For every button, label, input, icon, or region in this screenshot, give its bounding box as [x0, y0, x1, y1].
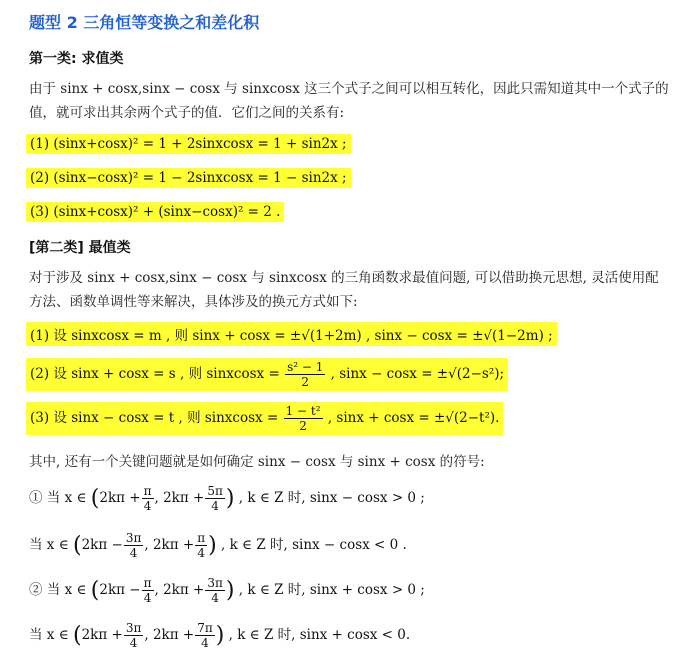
condition-lead: ① 当 x ∈ — [29, 490, 87, 506]
right-paren: ) — [225, 486, 235, 511]
fraction-denominator: 4 — [197, 546, 205, 560]
formula-1-2: (2) (sinx−cosx)² = 1 − 2sinxcosx = 1 − sin2x ; — [26, 168, 351, 188]
formula-2-3-lead: (3) 设 sinx − cosx = t , 则 sinxcosx = — [30, 410, 279, 426]
interval-start: 2kπ + — [81, 627, 123, 643]
category-2-intro: 对于涉及 sinx + cosx,sinx − cosx 与 sinxcosx 的三角函数求最值问题, 可以借助换元思想, 灵活使用配方法、函数单调性等来解决，具体涉及的换元方式如下: — [29, 270, 659, 310]
interval-start: 2kπ − — [81, 537, 123, 553]
fraction-denominator: 4 — [211, 591, 219, 605]
formula-2-1: (1) 设 sinxcosx = m , 则 sinx + cosx = ±√(1+2m) , sinx − cosx = ±√(1−2m) ; — [26, 322, 557, 346]
left-paren: ( — [73, 623, 82, 648]
fraction — [124, 531, 144, 560]
formula-2-2 — [26, 358, 508, 391]
category-2-heading: [第二类] 最值类 — [29, 240, 131, 256]
fraction-numerator: 5π — [207, 484, 223, 498]
fraction-numerator: π — [197, 531, 206, 545]
fraction-denominator: 2 — [301, 375, 310, 389]
fraction-numerator: π — [143, 576, 152, 590]
condition-4 — [29, 621, 410, 650]
condition-lead: 当 x ∈ — [29, 627, 69, 643]
right-paren: ) — [225, 578, 235, 603]
fraction — [195, 531, 207, 560]
fraction-numerator: 1 − t² — [285, 404, 321, 418]
formula-2-3 — [26, 402, 503, 435]
formula-2-3-tail: , sinx + cosx = ±√(2−t²). — [327, 410, 500, 426]
condition-result: , k ∈ Z 时, sinx + cosx < 0. — [228, 627, 411, 643]
condition-lead: ② 当 x ∈ — [29, 582, 87, 598]
fraction-numerator: 3π — [207, 576, 223, 590]
interval-start: 2kπ + — [99, 490, 141, 506]
fraction — [205, 576, 225, 605]
formula-2-2-tail: , sinx − cosx = ±√(2−s²); — [330, 366, 505, 382]
fraction-numerator: 3π — [125, 621, 142, 635]
condition-lead: 当 x ∈ — [29, 537, 69, 553]
fraction — [205, 484, 225, 513]
fraction — [284, 404, 323, 433]
right-paren: ) — [208, 533, 217, 558]
fraction — [124, 621, 144, 650]
condition-result: , k ∈ Z 时, sinx − cosx < 0 . — [220, 537, 407, 553]
fraction-denominator: 4 — [143, 591, 152, 605]
formula-1-1: (1) (sinx+cosx)² = 1 + 2sinxcosx = 1 + sin2x ; — [26, 134, 351, 154]
fraction — [142, 576, 154, 605]
condition-result: , k ∈ Z 时, sinx + cosx > 0 ; — [238, 582, 425, 598]
fraction-denominator: 4 — [143, 499, 152, 513]
left-paren: ( — [73, 533, 82, 558]
left-paren: ( — [90, 486, 100, 511]
fraction-denominator: 4 — [129, 546, 138, 560]
left-paren: ( — [90, 578, 100, 603]
fraction-numerator: π — [143, 484, 152, 498]
fraction-numerator: 7π — [197, 621, 213, 635]
fraction-denominator: 4 — [201, 636, 209, 650]
right-paren: ) — [215, 623, 225, 648]
fraction — [285, 360, 325, 389]
fraction-denominator: 4 — [129, 636, 138, 650]
key-intro: 其中, 还有一个关键问题就是如何确定 sinx − cosx 与 sinx + cosx 的符号: — [29, 454, 485, 470]
fraction — [195, 621, 215, 650]
interval-sep: , 2kπ + — [154, 490, 205, 506]
interval-sep: , 2kπ + — [144, 537, 195, 553]
condition-2 — [29, 531, 407, 560]
category-1-intro: 由于 sinx + cosx,sinx − cosx 与 sinxcosx 这三个式子之间可以相互转化，因此只需知道其中一个式子的值，就可求出其余两个式子的值．它们之间的关系有: — [29, 81, 669, 121]
fraction-denominator: 2 — [299, 419, 307, 433]
interval-start: 2kπ − — [99, 582, 141, 598]
fraction-numerator: s² − 1 — [287, 360, 324, 374]
interval-sep: , 2kπ + — [154, 582, 205, 598]
fraction-numerator: 3π — [125, 531, 142, 545]
condition-1 — [29, 484, 425, 513]
condition-3 — [29, 576, 425, 605]
interval-sep: , 2kπ + — [144, 627, 195, 643]
category-1-heading: 第一类: 求值类 — [29, 51, 124, 67]
fraction — [142, 484, 154, 513]
condition-result: , k ∈ Z 时, sinx − cosx > 0 ; — [238, 490, 425, 506]
page-title: 题型 2 三角恒等变换之和差化积 — [29, 13, 260, 32]
formula-2-2-lead: (2) 设 sinx + cosx = s , 则 sinxcosx = — [30, 366, 280, 382]
formula-1-3: (3) (sinx+cosx)² + (sinx−cosx)² = 2 . — [26, 202, 284, 222]
fraction-denominator: 4 — [211, 499, 219, 513]
